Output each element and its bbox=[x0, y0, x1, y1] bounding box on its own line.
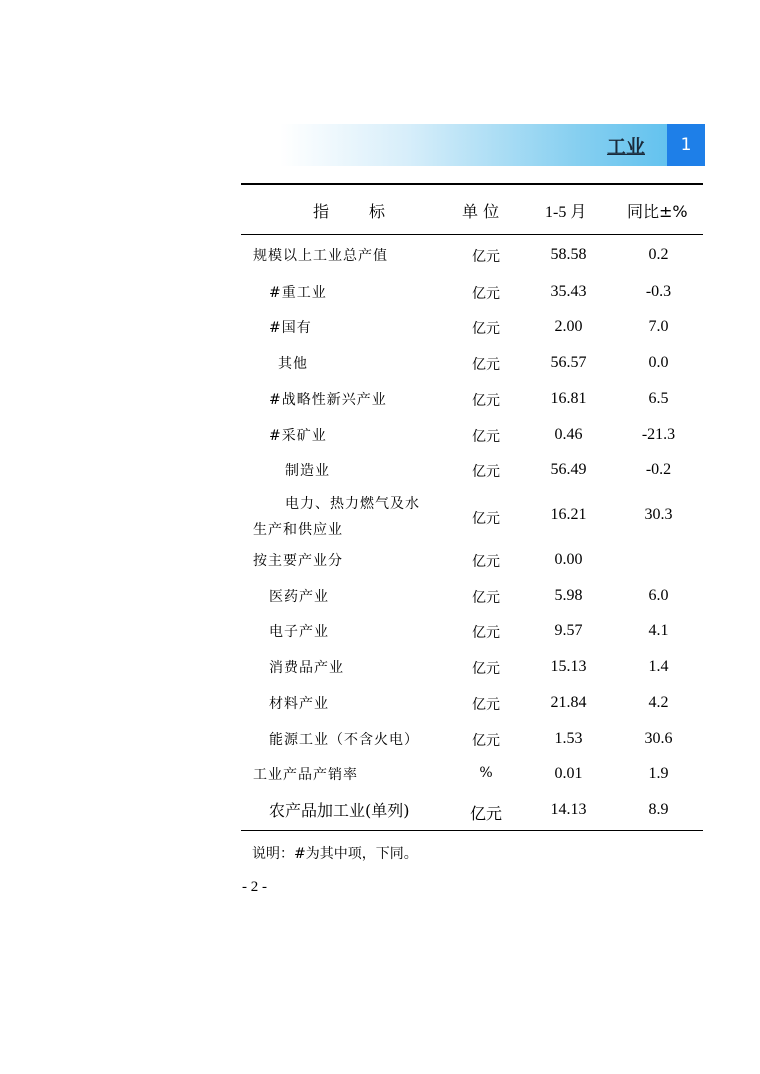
row-unit: 亿元 bbox=[472, 733, 500, 749]
table-note: 说明：#为其中项，下同。 bbox=[252, 846, 418, 862]
row-unit: 亿元 bbox=[472, 464, 500, 480]
row-value: 21.84 bbox=[550, 694, 587, 711]
row-value: 9.57 bbox=[554, 622, 583, 639]
row-value: 0.00 bbox=[554, 551, 583, 568]
row-value: 1.53 bbox=[554, 730, 583, 747]
row-yoy: 6.5 bbox=[648, 390, 669, 407]
row-name: 按主要产业分 bbox=[253, 553, 343, 569]
row-value: 14.13 bbox=[550, 801, 587, 818]
row-unit: 亿元 bbox=[472, 697, 500, 713]
row-value: 15.13 bbox=[550, 658, 587, 675]
row-yoy: -21.3 bbox=[641, 426, 676, 443]
section-banner bbox=[280, 124, 705, 166]
row-value: 5.98 bbox=[554, 587, 583, 604]
row-yoy: 1.9 bbox=[648, 765, 669, 782]
row-name-line2: 生产和供应业 bbox=[253, 522, 343, 538]
row-name: 消费品产业 bbox=[269, 660, 344, 676]
row-name: #战略性新兴产业 bbox=[269, 392, 387, 408]
row-yoy: 4.2 bbox=[648, 694, 669, 711]
row-value: 2.00 bbox=[554, 318, 583, 335]
row-yoy: 0.0 bbox=[648, 354, 669, 371]
row-name-line1: 电力、热力燃气及水 bbox=[285, 496, 420, 512]
row-name: 电子产业 bbox=[269, 624, 329, 640]
row-name: 材料产业 bbox=[269, 696, 329, 712]
row-unit: 亿元 bbox=[472, 286, 500, 302]
row-yoy: 4.1 bbox=[648, 622, 669, 639]
row-name: 工业产品产销率 bbox=[253, 767, 358, 783]
row-yoy: 7.0 bbox=[648, 318, 669, 335]
row-yoy: 1.4 bbox=[648, 658, 669, 675]
row-yoy: 6.0 bbox=[648, 587, 669, 604]
row-unit: 亿元 bbox=[472, 249, 500, 265]
row-unit: % bbox=[479, 765, 493, 781]
row-name: #国有 bbox=[269, 320, 312, 336]
row-value: 0.01 bbox=[554, 765, 583, 782]
row-yoy: 30.3 bbox=[644, 506, 673, 523]
row-unit: 亿元 bbox=[469, 804, 502, 823]
row-name: 制造业 bbox=[285, 463, 330, 479]
row-value: 16.81 bbox=[550, 390, 587, 407]
row-value: 56.49 bbox=[550, 461, 587, 478]
table-header-rule bbox=[241, 234, 703, 235]
table-top-rule bbox=[241, 183, 703, 185]
header-yoy: 同比±% bbox=[627, 202, 688, 221]
row-name: 其他 bbox=[278, 356, 308, 372]
row-unit: 亿元 bbox=[472, 393, 500, 409]
row-name: 规模以上工业总产值 bbox=[253, 248, 388, 264]
row-name: #重工业 bbox=[269, 285, 327, 301]
row-name: 能源工业（不含火电） bbox=[269, 732, 419, 748]
row-yoy: 8.9 bbox=[648, 801, 669, 818]
row-yoy: 0.2 bbox=[648, 246, 669, 263]
section-number: 1 bbox=[667, 124, 705, 166]
row-unit: 亿元 bbox=[472, 661, 500, 677]
row-value: 58.58 bbox=[550, 246, 587, 263]
row-unit: 亿元 bbox=[472, 625, 500, 641]
row-value: 56.57 bbox=[550, 354, 587, 371]
row-value: 16.21 bbox=[550, 506, 587, 523]
row-unit: 亿元 bbox=[472, 511, 500, 527]
row-name: #采矿业 bbox=[269, 428, 327, 444]
row-unit: 亿元 bbox=[472, 321, 500, 337]
row-yoy: 30.6 bbox=[644, 730, 673, 747]
row-value: 35.43 bbox=[550, 283, 587, 300]
row-unit: 亿元 bbox=[472, 357, 500, 373]
row-yoy: -0.3 bbox=[645, 283, 672, 300]
header-indicator: 指 标 bbox=[313, 202, 398, 221]
row-unit: 亿元 bbox=[472, 590, 500, 606]
row-unit: 亿元 bbox=[472, 429, 500, 445]
row-yoy: -0.2 bbox=[645, 461, 672, 478]
page-number: - 2 - bbox=[242, 879, 267, 895]
row-name: 医药产业 bbox=[269, 589, 329, 605]
header-period: 1-5 月 bbox=[545, 204, 587, 221]
table-bottom-rule bbox=[241, 830, 703, 831]
row-unit: 亿元 bbox=[472, 554, 500, 570]
row-name: 农产品加工业(单列) bbox=[269, 801, 410, 820]
section-title: 工业 bbox=[606, 136, 645, 158]
header-unit: 单 位 bbox=[462, 202, 500, 221]
row-value: 0.46 bbox=[554, 426, 583, 443]
